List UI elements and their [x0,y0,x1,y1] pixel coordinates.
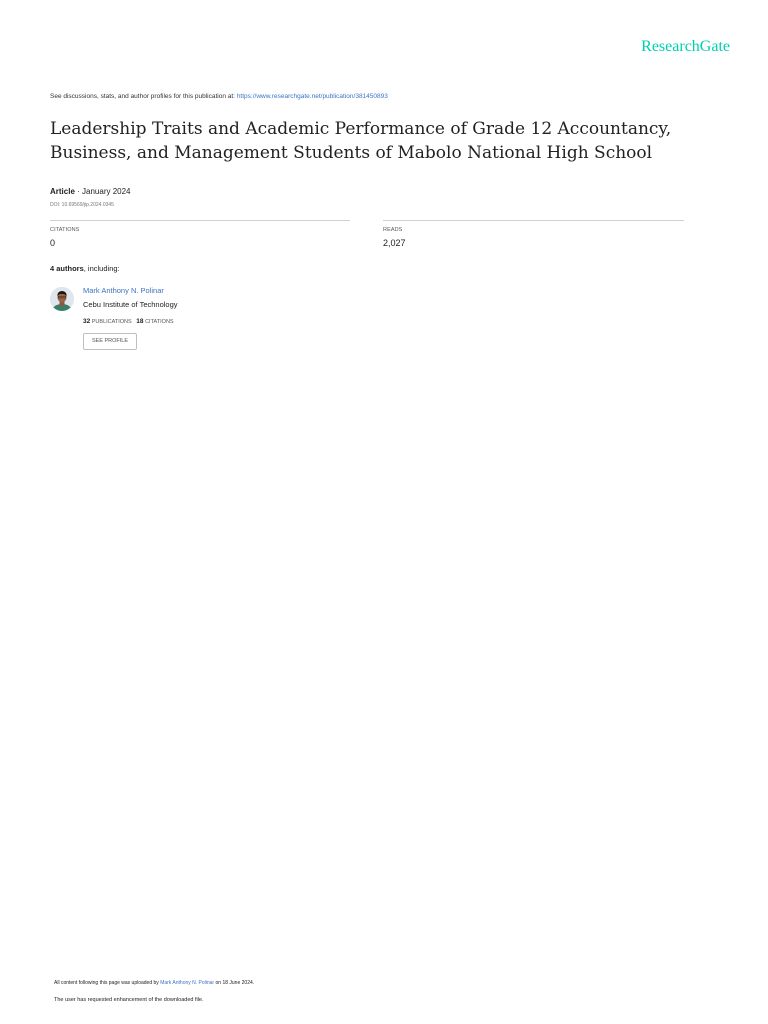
author-stats [83,318,174,325]
author-name-link[interactable]: Mark Anthony N. Polinar [83,286,164,295]
author-publications-count: 32 [83,318,91,325]
upload-prefix: All content following this page was uploaded by [54,980,159,986]
author-avatar[interactable] [50,287,74,311]
reads-label: READS [383,227,403,233]
author-citations-count: 18 [136,318,144,325]
article-title: Leadership Traits and Academic Performance of Grade 12 Accountancy, Business, and Management Students of Mabolo National High School [50,119,672,163]
discussion-notice [50,93,388,100]
article-date: · January 2024 [74,187,131,196]
author-institution: Cebu Institute of Technology [83,300,178,309]
publication-link[interactable]: https://www.researchgate.net/publication/381450893 [236,93,388,100]
see-profile-button[interactable]: SEE PROFILE [83,333,137,350]
article-doi: DOI: 10.69569/jip.2024.0345 [50,202,114,208]
divider-reads [383,220,684,221]
article-meta [50,187,131,196]
enhancement-notice: The user has requested enhancement of the downloaded file. [54,997,204,1003]
authors-heading [50,264,120,273]
divider-citations [50,220,350,221]
author-citations-label: CITATIONS [145,319,174,325]
researchgate-logo[interactable]: ResearchGate [641,38,730,55]
upload-notice [54,980,254,986]
reads-value: 2,027 [383,238,406,248]
author-publications-label: PUBLICATIONS [91,319,132,325]
upload-suffix: on 18 June 2024. [215,980,255,986]
authors-count: 4 authors [50,264,84,273]
discussion-text: See discussions, stats, and author profiles for this publication at: [50,93,235,100]
citations-value: 0 [50,238,56,248]
authors-including: , including: [83,264,120,273]
citations-label: CITATIONS [50,227,80,233]
uploader-link[interactable]: Mark Anthony N. Polinar [160,980,215,986]
article-type: Article [50,187,75,196]
